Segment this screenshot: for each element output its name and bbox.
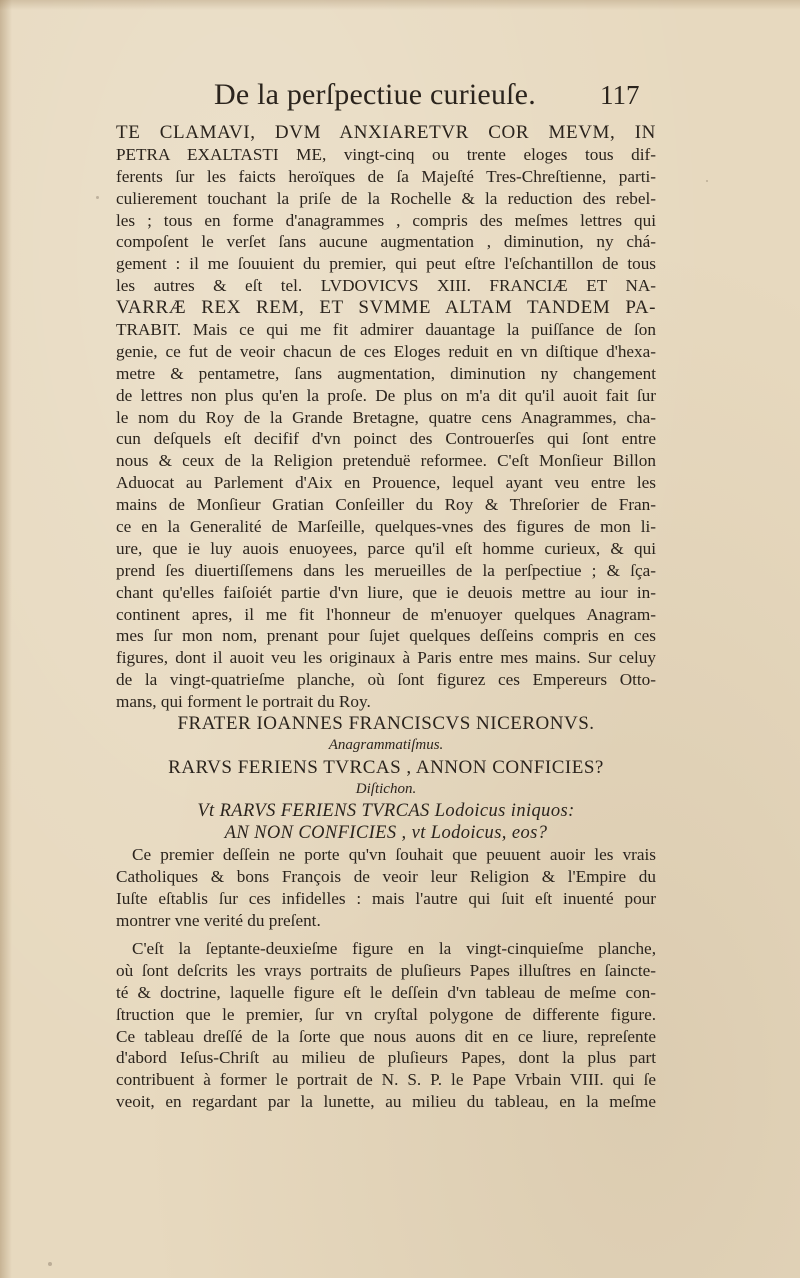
text-line: gement : il me ſouuient du premier, qui peut eſtre l'eſchantillon de tous	[116, 254, 656, 274]
ink-spot	[96, 196, 99, 199]
text-line: mes ſur mon nom, prenant pour ſujet quelques deſſeins compris en ces	[116, 626, 656, 646]
text-line: d'abord Ieſus-Chriſt au milieu de pluſieurs Papes, dont la plus part	[116, 1048, 656, 1068]
text-line: C'eſt la ſeptante-deuxieſme figure en la vingt-cinquieſme planche,	[132, 938, 656, 958]
text-line: les ; tous en forme d'anagrammes , compris des meſmes lettres qui	[116, 210, 656, 230]
text-line: figures, dont il auoit veu les originaux à Paris entre mes mains. Sur celuy	[116, 648, 656, 668]
anagram-result: RARVS FERIENS TVRCAS , ANNON CONFICIES?	[168, 756, 604, 778]
paragraph-3	[116, 938, 656, 1113]
text-line: Catholiques & bons François de veoir leur Religion & l'Empire du	[116, 867, 656, 887]
distich-verse-1: Vt RARVS FERIENS TVRCAS Lodoicus iniquos:	[197, 800, 575, 821]
text-line: de la vingt-quatrieſme planche, où ſont figurez ces Empereurs Otto-	[116, 670, 656, 690]
text-line: contribuent à former le portrait de N. S. P. le Pape Vrbain VIII. qui ſe	[116, 1070, 656, 1090]
text-block	[116, 122, 656, 1113]
text-line: continent apres, il me fit l'honneur de m'enuoyer quelques Anagram-	[116, 604, 656, 624]
text-line: genie, ce fut de veoir chacun de ces Eloges reduit en vn diſtique d'hexa-	[116, 341, 656, 361]
text-line: TRABIT. Mais ce qui me fit admirer dauantage la puiſſance de ſon	[116, 320, 656, 340]
text-line: PETRA EXALTASTI ME, vingt-cinq ou trente eloges tous dif-	[116, 144, 656, 164]
text-line: montrer vne verité du preſent.	[116, 911, 321, 931]
anagram-block	[116, 713, 656, 844]
text-line: de lettres non plus qu'en la proſe. De plus on m'a dit qu'il auoit fait ſur	[116, 385, 656, 405]
text-line: Aduocat au Parlement d'Aix en Prouence, lequel ayant veu entre les	[116, 473, 656, 493]
page-edge-shadow	[0, 0, 12, 1278]
page-header	[110, 78, 670, 122]
distich-label: Diſtichon.	[355, 780, 417, 797]
paragraph-1	[116, 122, 656, 713]
text-line: cun deſquels eſt decifif d'vn poinct des Controuerſes qui ſont entre	[116, 429, 656, 449]
anagram-label: Anagrammatiſmus.	[328, 736, 444, 753]
running-title: De la perſpectiue curieuſe.	[214, 78, 536, 111]
anagram-name: FRATER IOANNES FRANCISCVS NICERONVS.	[177, 713, 595, 735]
text-line: compoſent le verſet ſans aucune augmentation , diminution, ny chá-	[116, 232, 656, 252]
page-number: 117	[600, 80, 640, 110]
text-line: ure, que ie luy auois enuoyees, parce qu'il eſt homme curieux, & qui	[116, 538, 656, 558]
text-line: TE CLAMAVI, DVM ANXIARETVR COR MEVM, IN	[116, 122, 656, 143]
text-line: té & doctrine, laquelle figure eſt le deſſein d'vn tableau de meſme con-	[116, 982, 656, 1002]
text-line: ce en la Generalité de Marſeille, quelques-vnes des figures de mon li-	[116, 517, 656, 537]
text-line: où ſont deſcrits les vrays portraits de pluſieurs Papes illuſtres en ſaincte-	[116, 960, 656, 980]
text-line: VARRÆ REX REM, ET SVMME ALTAM TANDEM PA-	[116, 297, 656, 319]
page-top-shadow	[0, 0, 800, 10]
text-line: Ce premier deſſein ne porte qu'vn ſouhait que peuuent auoir les vrais	[132, 845, 656, 865]
distich-verse-2: AN NON CONFICIES , vt Lodoicus, eos?	[224, 822, 548, 843]
text-line: mains de Monſieur Gratian Conſeiller du Roy & Threſorier de Fran-	[116, 495, 656, 515]
text-line: ferents ſur les faicts heroïques de ſa Majeſté Tres-Chreſtienne, parti-	[116, 166, 656, 186]
text-line: culierement touchant la priſe de la Rochelle & la reduction des rebel-	[116, 188, 656, 208]
text-line: chant qu'elles faiſoiét partie d'vn liure, que ie deuois mettre au iour in-	[116, 582, 656, 602]
text-line: nous & ceux de la Religion pretenduë reformee. C'eſt Monſieur Billon	[116, 451, 656, 471]
text-line: le nom du Roy de la Grande Bretagne, quatre cens Anagrammes, cha-	[116, 407, 656, 427]
paragraph-2	[116, 844, 656, 932]
text-line: Ce tableau dreſſé de la ſorte que nous auons dit en ce liure, repreſente	[116, 1026, 656, 1046]
text-line: les autres & eſt tel. LVDOVICVS XIII. FRANCIÆ ET NA-	[116, 276, 656, 296]
text-line: veoit, en regardant par la lunette, au milieu du tableau, en la meſme	[116, 1092, 656, 1112]
text-line: mans, qui forment le portrait du Roy.	[116, 692, 371, 712]
text-line: ſtruction que le premier, ſur vn cryſtal polygone de differente figure.	[116, 1004, 656, 1024]
text-line: Iuſte eſtablis ſur ces infidelles : mais l'autre qui ſuit eſt inuenté pour	[116, 889, 656, 909]
text-line: prend ſes diuertiſſemens dans les merueilles de la perſpectiue ; & ſça-	[116, 560, 656, 580]
text-line: metre & pentametre, ſans augmentation, diminution ny changement	[116, 363, 656, 383]
ink-spot	[48, 1262, 52, 1266]
ink-spot	[706, 180, 708, 182]
